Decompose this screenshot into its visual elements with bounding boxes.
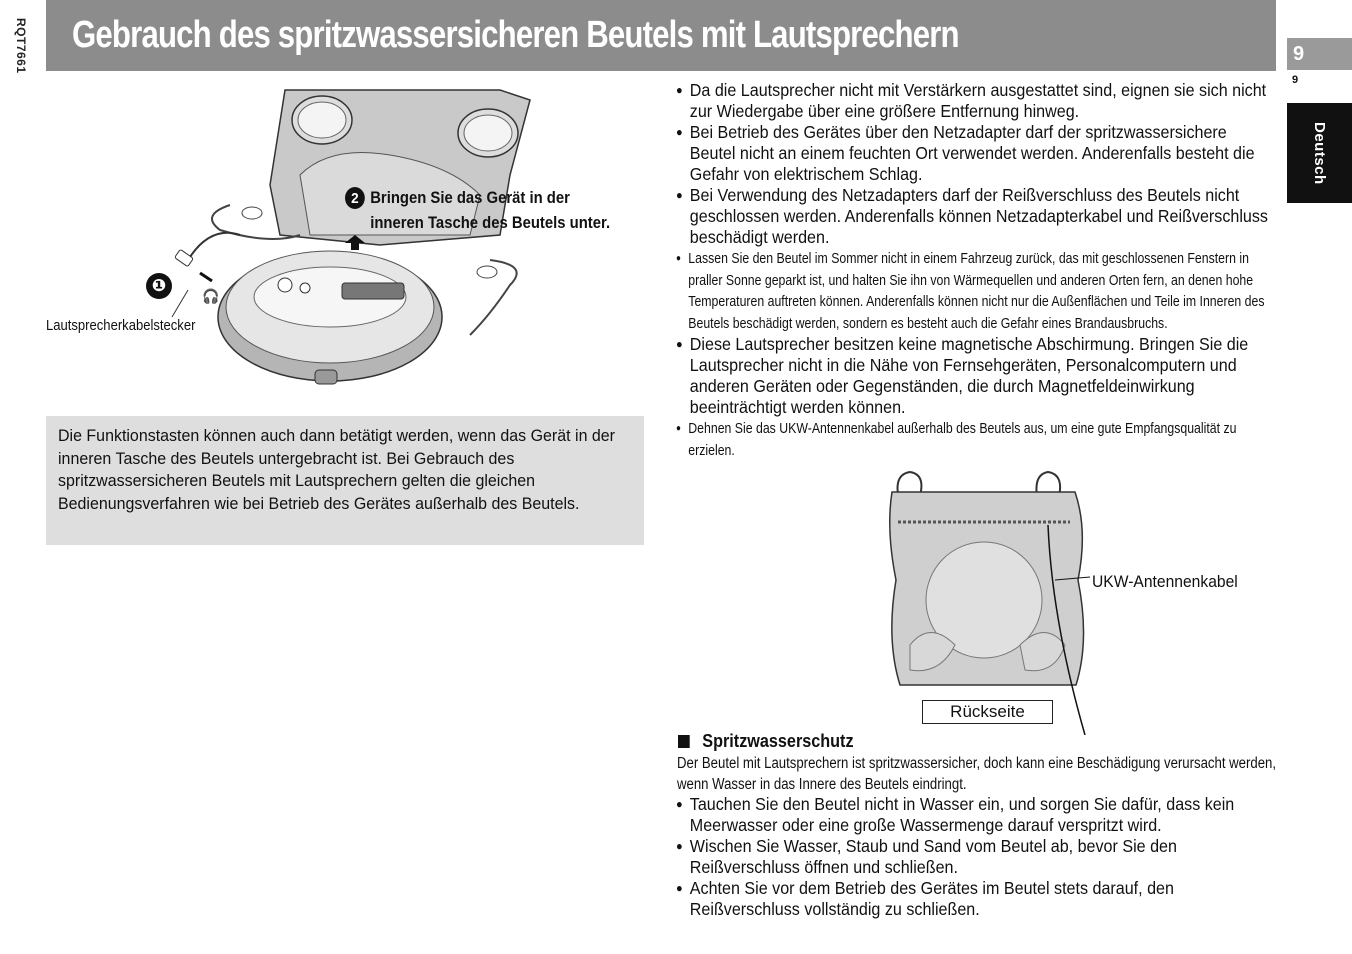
list-item: ● Achten Sie vor dem Betrieb des Gerätes im Beutel stets darauf, den Reißverschluss vollständig zu schließen.: [676, 878, 1274, 920]
document-code: RQT7661: [14, 18, 28, 74]
precautions-list-container: [676, 80, 1276, 461]
antenna-cable-label: UKW-Antennenkabel: [1092, 572, 1238, 591]
page-number-small: 9: [1292, 74, 1299, 86]
section-heading-text: Spritzwasserschutz: [702, 731, 854, 751]
title-bar: [46, 0, 1276, 71]
list-item: ● Da die Lautsprecher nicht mit Verstärkern ausgestattet sind, eignen sie sich nicht zur Wiedergabe über eine größere Entfernung hinweg.: [676, 80, 1274, 122]
step-1-badge: ❶: [146, 273, 172, 299]
list-item: ● Diese Lautsprecher besitzen keine magnetische Abschirmung. Bringen Sie die Lautsprecher nicht in die Nähe von Fernsehgeräten, Personalcomputern und anderen Geräten oder Gegenständen, die durch Magnetfeldeinwirkung beeinträchtigt werden können.: [676, 334, 1274, 418]
list-item: ● Wischen Sie Wasser, Staub und Sand vom Beutel ab, bevor Sie den Reißverschluss öffnen und schließen.: [676, 836, 1274, 878]
list-item: ● Bei Verwendung des Netzadapters darf der Reißverschluss des Beutels nicht geschlossen werden. Anderenfalls können Netzadapterkabel und Reißverschluss beschädigt werden.: [676, 185, 1274, 248]
bag-back-illustration: [880, 470, 1100, 735]
player-display-icon: [342, 283, 404, 299]
bag-with-player-illustration: [150, 85, 650, 395]
speaker-plug-label: Lautsprecherkabelstecker: [46, 318, 196, 334]
language-tab: [1287, 103, 1352, 203]
note-box: [46, 416, 644, 545]
square-bullet-icon: [678, 735, 690, 748]
list-item: ● Lassen Sie den Beutel im Sommer nicht in einem Fahrzeug zurück, das mit geschlossenen Fenstern in praller Sonne geparkt ist, und halten Sie ihn von Wärmequellen und anderen Orten fern, an denen hohe Temperaturen auftreten können. Anderenfalls können nicht nur die Außenflächen und Teile im Inneren des Beutels beschädigt werden, sondern es besteht auch die Gefahr eines Brandausbruchs.: [676, 248, 1275, 334]
list-item: ● Tauchen Sie den Beutel nicht in Wasser ein, und sorgen Sie dafür, dass kein Meerwasser oder eine große Wassermenge darauf verspritzt wird.: [676, 794, 1274, 836]
section-heading: [678, 731, 854, 752]
step-2-text: Bringen Sie das Gerät in der inneren Tasche des Beutels unter.: [370, 189, 611, 232]
note-text: Die Funktionstasten können auch dann betätigt werden, wenn das Gerät in der inneren Tasche des Beutels untergebracht ist. Bei Gebrauch des spritzwassersicheren Beutels mit Lautsprechern gelten die gleichen Bedienungsverfahren wie bei Betrieb des Gerätes außerhalb des Beutels.: [58, 426, 615, 513]
speaker-cable-icon: [188, 233, 240, 260]
language-label: Deutsch: [1311, 121, 1328, 185]
splash-list: [676, 794, 1326, 920]
headphone-icon: 🎧: [202, 288, 220, 304]
right-arrow-icon: [200, 273, 212, 281]
precautions-list: [676, 80, 1276, 461]
plug-icon: [175, 249, 194, 266]
page-title: Gebrauch des spritzwassersicheren Beutels mit Lautsprechern: [72, 14, 959, 56]
section-intro: Der Beutel mit Lautsprechern ist spritzwassersicher, doch kann eine Beschädigung verursacht werden, wenn Wasser in das Innere des Beutels eindringt.: [677, 755, 1277, 793]
step-2-badge: 2: [345, 187, 365, 209]
list-item: ● Dehnen Sie das UKW-Antennenkabel außerhalb des Beutels aus, um eine gute Empfangsqualität zu erzielen.: [676, 418, 1275, 461]
page-number-tab: 9: [1287, 38, 1352, 70]
back-side-label: Rückseite: [922, 700, 1053, 724]
list-item: ● Bei Betrieb des Gerätes über den Netzadapter darf der spritzwassersichere Beutel nicht an einem feuchten Ort verwendet werden. Anderenfalls besteht die Gefahr von elektrischem Schlag.: [676, 122, 1274, 185]
step-2-callout: [345, 186, 615, 236]
